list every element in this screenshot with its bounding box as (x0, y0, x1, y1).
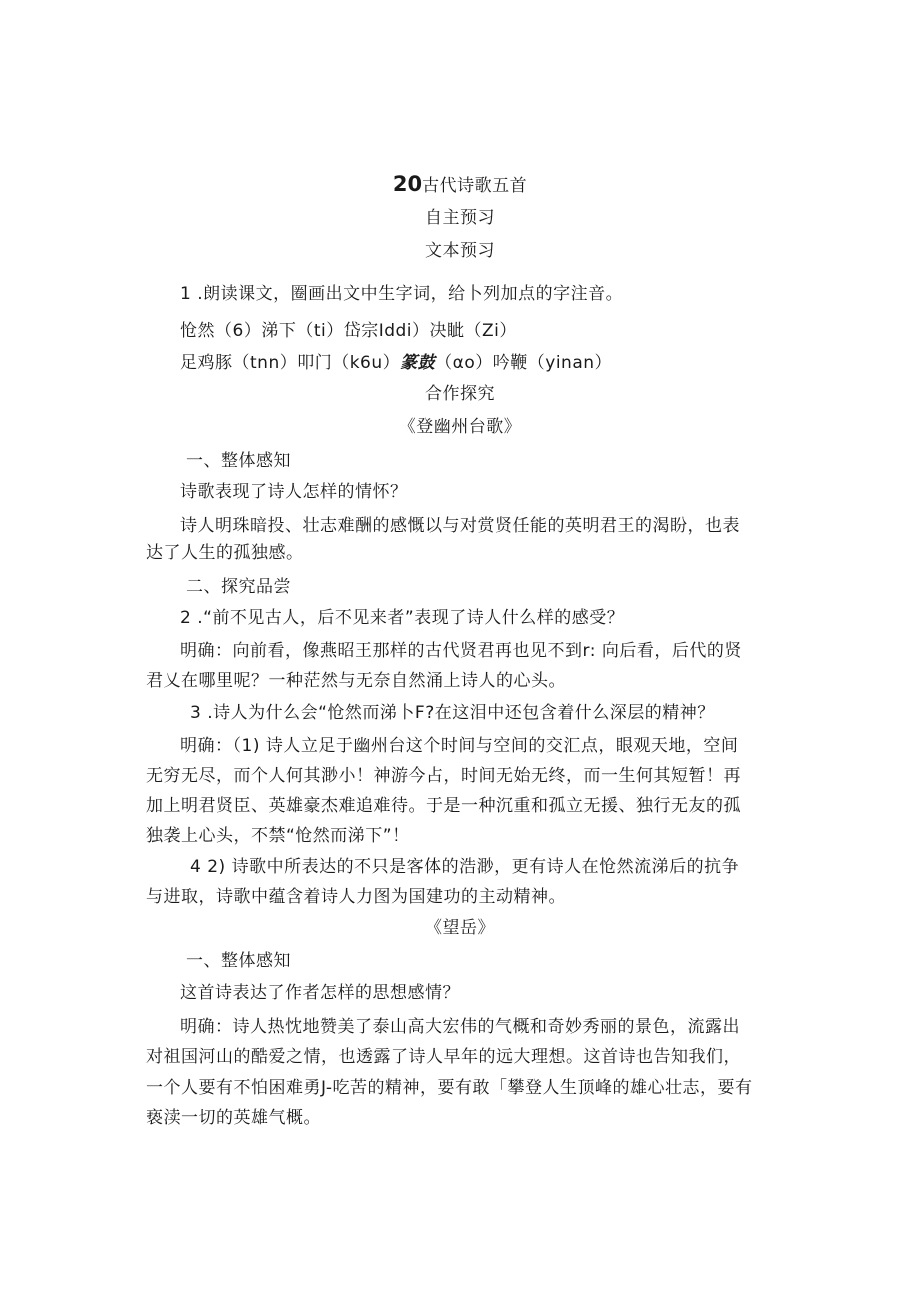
title-text: 古代诗歌五首 (422, 176, 528, 196)
poem1-section-explore: 二、探究品尝 (186, 577, 291, 597)
poem1-answer4-line2: 与进取，诗歌中蕴含着诗人力图为国建功的主动精神。 (146, 887, 566, 907)
poem1-answer2-line1: 明确：向前看，像燕昭王那样的古代贤君再也见不到r: 向后看，后代的贤 (180, 641, 742, 661)
pinyin-line-2-emphasis: 篆鼓 (400, 353, 436, 373)
poem1-answer-line2: 达了人生的孤独感。 (146, 543, 304, 563)
poem1-answer4-line1: 4 2) 诗歌中所表达的不只是客体的浩渺，更有诗人在怆然流涕后的抗争 (190, 857, 740, 877)
poem1-section-overall: 一、整体感知 (186, 451, 291, 471)
poem1-answer-line1: 诗人明珠暗投、壮志难酬的感慨以与对赏贤任能的英明君王的渴盼，也表 (180, 516, 740, 536)
poem2-title: 《望岳》 (425, 918, 495, 938)
pinyin-line-2-part-c: （αo）吟鞭（yinan） (435, 353, 613, 373)
poem1-answer3-line4: 独袭上心头，不禁“怆然而涕下”！ (146, 826, 410, 846)
poem1-question-2: 2 .“前不见古人，后不见来者”表现了诗人什么样的感受？ (180, 608, 625, 628)
page-title (0, 173, 920, 197)
question-1: 1 .朗读课文，圈画出文中生字词，给卜列加点的字注音。 (180, 284, 624, 304)
poem1-answer3-line1: 明确：（1) 诗人立足于幽州台这个时间与空间的交汇点，眼观天地，空间 (180, 736, 739, 756)
poem2-question: 这首诗表达了作者怎样的思想感情？ (180, 983, 460, 1003)
pinyin-line-1: 怆然（6）涕下（ti）岱宗Iddi）决眦（Zi） (180, 321, 517, 341)
poem1-answer2-line2: 君乂在哪里呢？一种茫然与无奈自然涌上诗人的心头。 (146, 671, 566, 691)
poem2-answer-line4: 亵渎一切的英雄气概。 (146, 1108, 321, 1128)
poem1-answer3-line2: 无穷无尽，而个人何其渺小！神游今占，时间无始无终，而一生何其短暂！再 (146, 766, 741, 786)
poem2-section-overall: 一、整体感知 (186, 951, 291, 971)
poem1-answer3-line3: 加上明君贤臣、英雄豪杰难追难待。于是一种沉重和孤立无援、独行无友的孤 (146, 796, 741, 816)
poem1-title: 《登幽州台歌》 (398, 417, 522, 437)
poem2-answer-line2: 对祖国河山的酷爱之情，也透露了诗人早年的远大理想。这首诗也告知我们， (146, 1047, 741, 1067)
heading-cooperative-explore: 合作探究 (425, 384, 495, 404)
pinyin-line-2 (180, 352, 612, 374)
poem1-question-3: 3 .诗人为什么会“怆然而涕卜F?在这泪中还包含着什么深层的精神？ (190, 703, 715, 723)
subtitle-self-study: 自主预习 (425, 208, 495, 228)
title-number: 20 (392, 172, 423, 196)
poem2-answer-line1: 明确：诗人热忱地赞美了泰山高大宏伟的气概和奇妙秀丽的景色，流露出 (180, 1017, 740, 1037)
subtitle-text-preview: 文本预习 (425, 241, 495, 261)
poem1-question: 诗歌表现了诗人怎样的情怀？ (180, 482, 408, 502)
pinyin-line-2-part-a: 足鸡豚（tnn）叩门（k6u） (180, 353, 401, 373)
poem2-answer-line3: 一个人要有不怕困难勇J-吃苦的精神，要有敢「攀登人生顶峰的雄心壮志，要有 (146, 1078, 753, 1098)
